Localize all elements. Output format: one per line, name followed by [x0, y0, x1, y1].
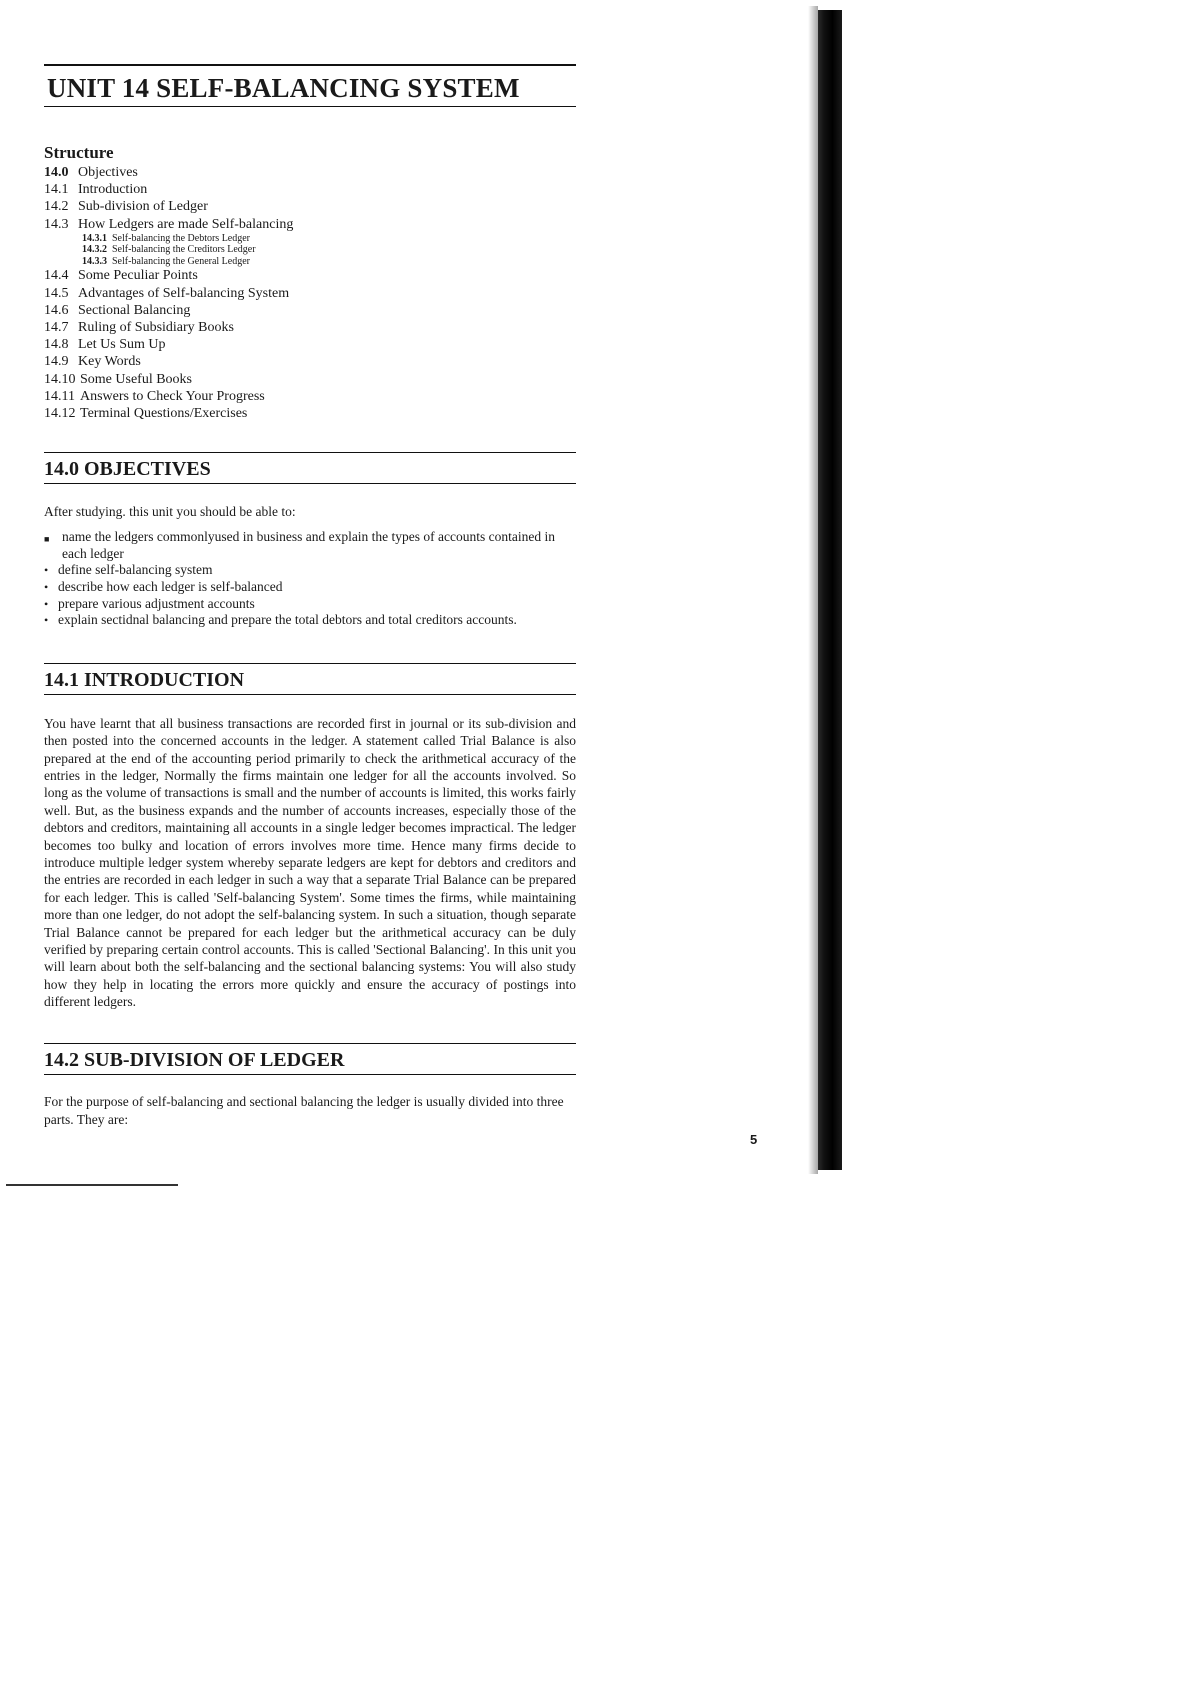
bullet-icon: • [44, 563, 49, 578]
section-rule-bottom [44, 483, 576, 484]
toc-label: Terminal Questions/Exercises [80, 405, 248, 421]
toc-list [44, 164, 576, 422]
objective-text: name the ledgers commonlyused in business and explain the types of accounts contained in each ledger [62, 529, 556, 561]
subdivision-heading: 14.2 SUB-DIVISION OF LEDGER [44, 1048, 345, 1071]
toc-number: 14.11 [44, 388, 75, 404]
toc-number: 14.3.1 [82, 232, 107, 244]
toc-item [44, 216, 576, 233]
toc-item [44, 319, 576, 336]
page-number: 5 [750, 1132, 760, 1147]
toc-number: 14.7 [44, 319, 69, 335]
toc-label: Answers to Check Your Progress [80, 388, 265, 404]
binding-shadow [808, 6, 818, 1174]
introduction-heading: 14.1 INTRODUCTION [44, 668, 245, 691]
scan-mark [6, 1184, 178, 1186]
toc-number: 14.3.3 [82, 255, 107, 267]
toc-subitem [44, 244, 576, 256]
objectives-heading: 14.0 OBJECTIVES [44, 458, 211, 481]
toc-number: 14.8 [44, 337, 69, 353]
toc-number: 14.12 [44, 405, 76, 421]
toc-label: Sectional Balancing [78, 302, 191, 318]
binding-strip [818, 10, 842, 1170]
toc-item [44, 405, 576, 422]
objectives-list [44, 529, 576, 629]
unit-title: UNIT 14 SELF-BALANCING SYSTEM [47, 73, 520, 103]
toc-number: 14.10 [44, 371, 76, 387]
toc-item [44, 198, 576, 215]
toc-number: 14.6 [44, 302, 69, 318]
toc-label: Self-balancing the Debtors Ledger [112, 232, 251, 244]
section-rule-top [44, 1043, 576, 1044]
toc-item [44, 181, 576, 198]
toc-item [44, 353, 576, 370]
toc-label: Advantages of Self-balancing System [78, 285, 290, 301]
toc-number: 14.1 [44, 182, 69, 198]
square-bullet-icon: ■ [44, 534, 50, 545]
toc-label: Introduction [78, 182, 148, 198]
section-rule-bottom [44, 1074, 576, 1075]
page-content [44, 64, 576, 1129]
section-rule-top [44, 663, 576, 664]
objective-item [44, 612, 576, 629]
objective-text: prepare various adjustment accounts [58, 595, 255, 611]
objective-item [44, 596, 576, 613]
objective-item [44, 562, 576, 579]
bullet-icon: • [44, 596, 49, 611]
title-rule-bottom [44, 106, 576, 107]
toc-item [44, 164, 576, 181]
toc-number: 14.9 [44, 354, 69, 370]
toc-label: Sub-division of Ledger [78, 199, 208, 215]
toc-label: How Ledgers are made Self-balancing [78, 216, 294, 232]
title-rule-top [44, 64, 576, 66]
toc-number: 14.3.2 [82, 244, 107, 256]
objective-item [44, 529, 576, 562]
toc-label: Ruling of Subsidiary Books [78, 319, 234, 335]
toc-label: Key Words [78, 354, 141, 370]
bullet-icon: • [44, 579, 49, 594]
toc-number: 14.4 [44, 268, 69, 284]
objective-text: define self-balancing system [58, 562, 213, 578]
section-rule-bottom [44, 694, 576, 695]
toc-label: Self-balancing the General Ledger [112, 255, 250, 267]
subdivision-paragraph: For the purpose of self-balancing and sectional balancing the ledger is usually divided into three parts. They are: [44, 1093, 564, 1127]
toc-number: 14.5 [44, 285, 69, 301]
toc-label: Let Us Sum Up [78, 337, 166, 353]
structure-heading: Structure [44, 143, 114, 162]
toc-number: 14.2 [44, 199, 69, 215]
toc-item [44, 285, 576, 302]
toc-subitem [44, 233, 576, 245]
toc-item [44, 267, 576, 284]
structure-section [44, 143, 576, 422]
toc-item [44, 371, 576, 388]
toc-label: Some Useful Books [80, 371, 192, 387]
objective-text: explain sectidnal balancing and prepare the total debtors and total creditors accounts. [58, 612, 517, 628]
objective-text: describe how each ledger is self-balanced [58, 578, 283, 594]
introduction-paragraph: You have learnt that all business transactions are recorded first in journal or its sub-division and then posted into the concerned accounts in the ledger. A statement called Trial Balance is also prepared at the end of the accounting period primarily to check the arithmetical accuracy of the entries in the ledger, Normally the firms maintain one ledger for all the accounts involved. So long as the volume of transactions is small and the number of accounts is limited, this works fairly well. But, as the business expands and the number of accounts increases, especially those of the debtors and creditors, maintaining all accounts in a single ledger becomes impractical. The ledger becomes too bulky and location of errors involves more time. Hence many firms decide to introduce multiple ledger system whereby separate ledgers are kept for debtors and creditors and the entries are recorded in each ledger in such a way that a separate Trial Balance can be prepared for each ledger. This is called 'Self-balancing System'. Some times the firms, while maintaining more than one ledger, do not adopt the self-balancing system. In such a situation, though separate Trial Balance cannot be prepared for each ledger but the arithmetical accuracy can be duly verified by preparing certain control accounts. This is called 'Sectional Balancing'. In this unit you will learn about both the self-balancing and the sectional balancing systems: You will also study how they help in locating the errors more quickly and ensure the accuracy of postings into different ledgers. [44, 715, 576, 1010]
subdivision-section [44, 1043, 576, 1129]
toc-item [44, 388, 576, 405]
introduction-section [44, 663, 576, 1011]
bullet-icon: • [44, 613, 49, 628]
toc-label: Self-balancing the Creditors Ledger [112, 244, 256, 256]
objectives-section [44, 452, 576, 629]
toc-label: Objectives [78, 165, 138, 180]
objectives-intro: After studying. this unit you should be able to: [44, 504, 296, 520]
toc-item [44, 302, 576, 319]
toc-number: 14.3 [44, 216, 69, 232]
toc-label: Some Peculiar Points [78, 268, 198, 284]
toc-item [44, 336, 576, 353]
toc-subitem [44, 256, 576, 268]
toc-number: 14.0 [44, 165, 69, 180]
objective-item [44, 579, 576, 596]
section-rule-top [44, 452, 576, 453]
